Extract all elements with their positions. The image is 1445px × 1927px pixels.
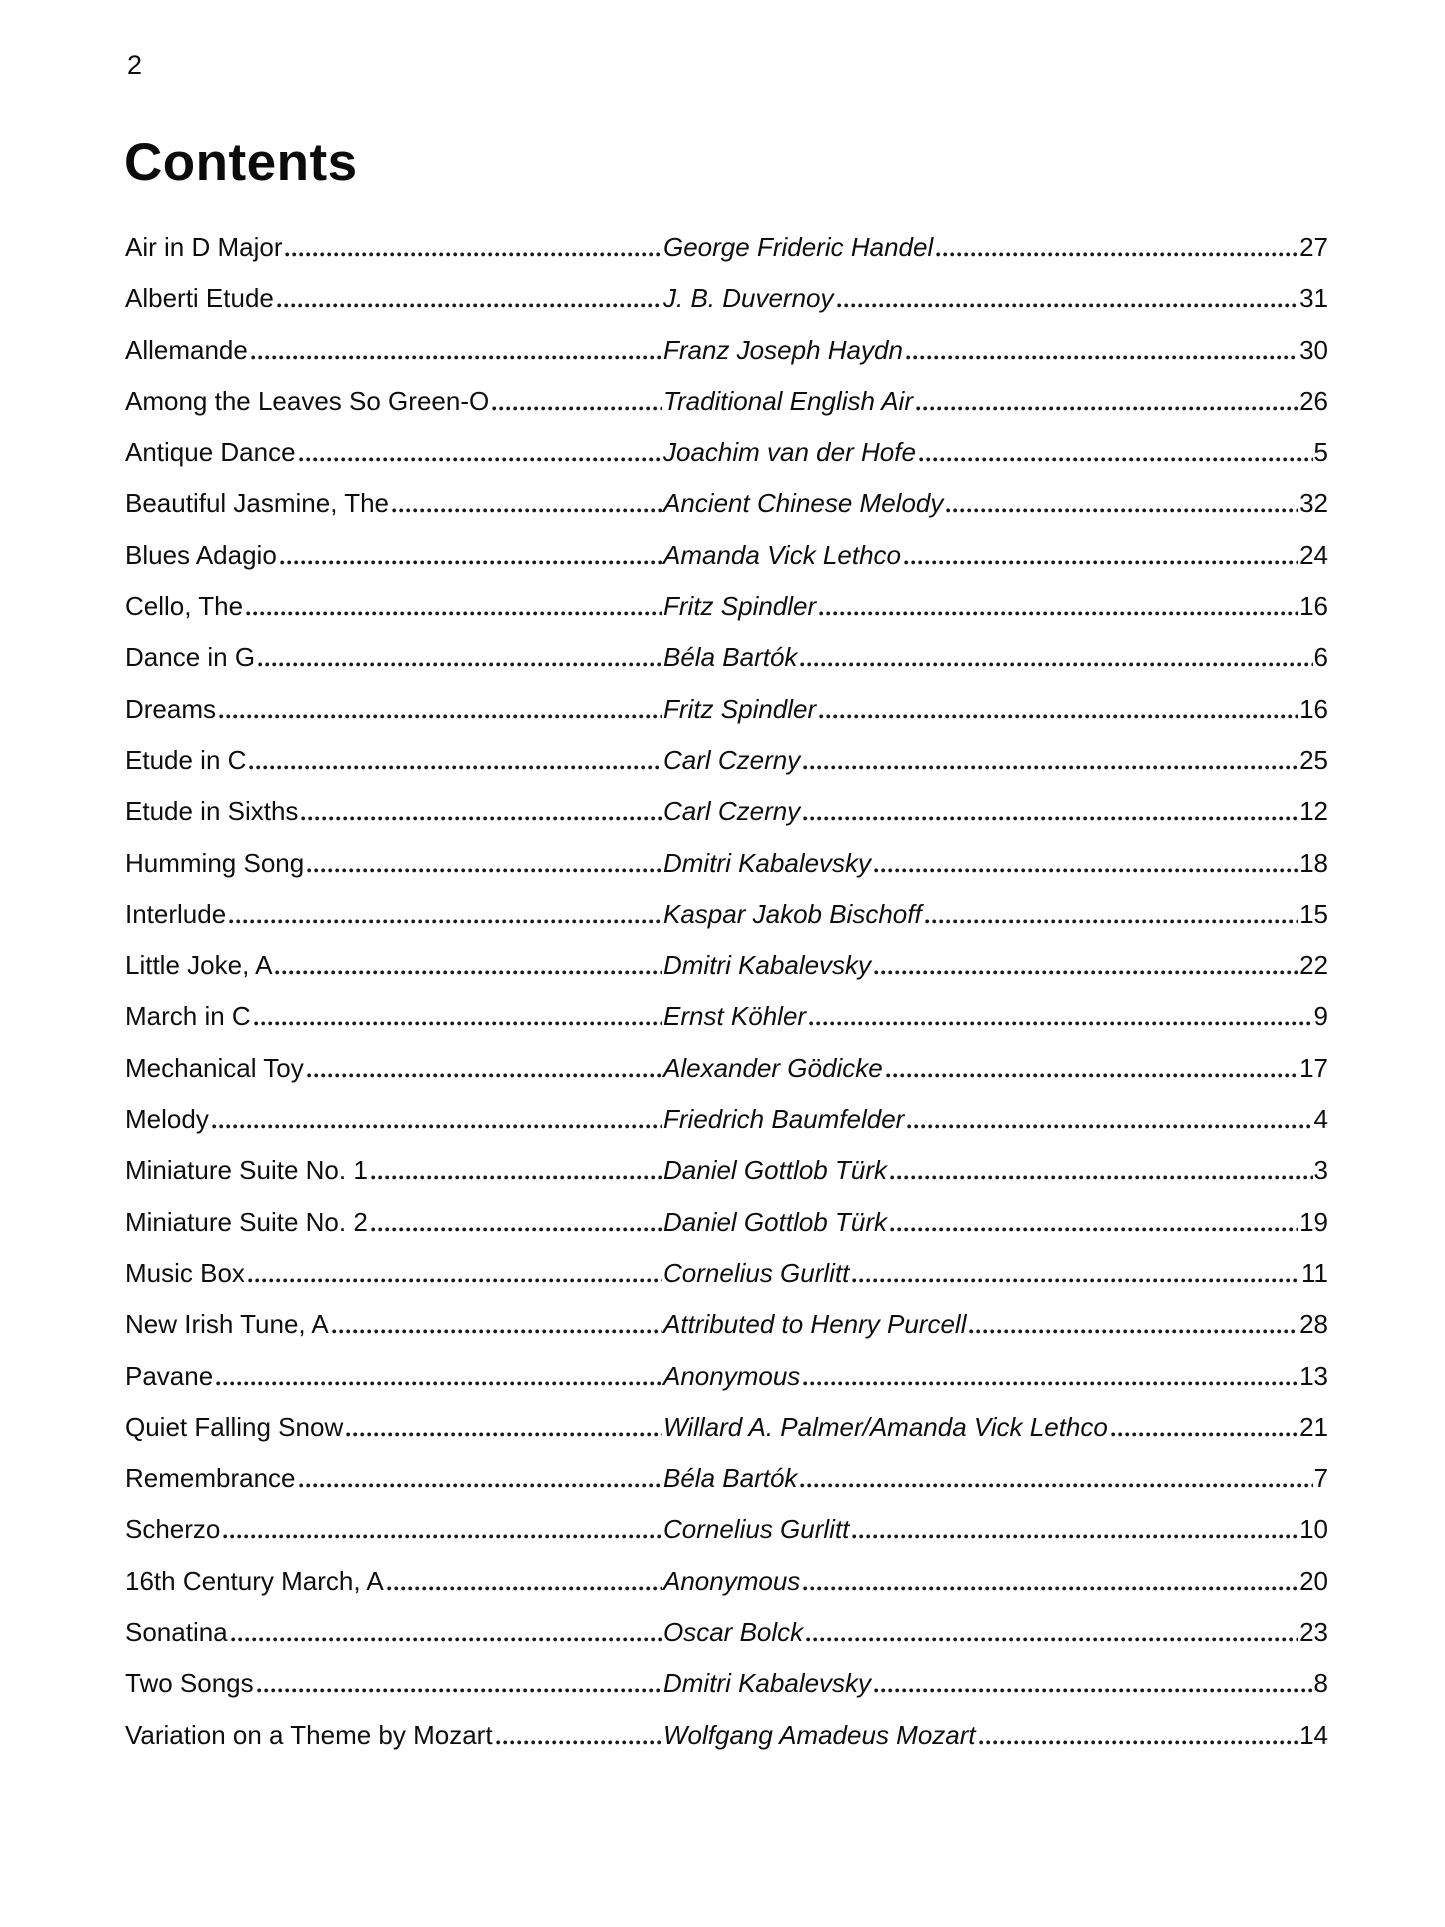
toc-title-cell (125, 1257, 663, 1288)
toc-title-cell (125, 744, 663, 775)
toc-composer-cell (663, 796, 1299, 827)
toc-entry (125, 1257, 1328, 1311)
toc-composer-cell (663, 539, 1299, 570)
dot-leader (800, 662, 1312, 667)
toc-title-cell (125, 283, 663, 314)
dot-leader (809, 1021, 1312, 1026)
page-ref: 28 (1299, 1309, 1328, 1340)
page-ref: 14 (1299, 1719, 1328, 1750)
toc-entry (125, 1719, 1328, 1773)
toc-entry (125, 1157, 1328, 1208)
page-ref: 4 (1313, 1104, 1328, 1135)
dot-leader (852, 1534, 1298, 1539)
toc-title-cell (125, 1463, 663, 1494)
dot-leader (852, 1278, 1300, 1283)
toc-entry (125, 385, 1328, 439)
dot-leader (907, 1124, 1312, 1129)
composer-name: Ernst Köhler (663, 1001, 807, 1032)
toc-composer-cell (663, 1463, 1314, 1494)
dot-leader (492, 406, 662, 411)
toc-composer-cell (663, 1617, 1299, 1648)
piece-title: 16th Century March, A (125, 1565, 384, 1596)
toc-composer-cell (663, 1514, 1299, 1545)
composer-name: Alexander Gödicke (663, 1052, 883, 1083)
piece-title: Cello, The (125, 591, 244, 622)
toc-title-cell (125, 1155, 663, 1186)
piece-title: Music Box (125, 1257, 245, 1288)
toc-entry (125, 644, 1328, 695)
dot-leader (299, 457, 662, 462)
dot-leader (246, 611, 662, 616)
toc-entry (125, 1003, 1328, 1054)
composer-name: Béla Bartók (663, 1463, 798, 1494)
toc-composer-cell (663, 744, 1299, 775)
composer-name: Willard A. Palmer/Amanda Vick Lethco (663, 1411, 1108, 1442)
dot-leader (916, 406, 1298, 411)
dot-leader (229, 919, 662, 924)
dot-leader (248, 1278, 662, 1283)
piece-title: Air in D Major (125, 232, 283, 262)
page-ref: 17 (1299, 1052, 1328, 1083)
page-ref: 24 (1299, 539, 1328, 570)
dot-leader (216, 1381, 662, 1386)
dot-leader (904, 560, 1298, 565)
toc-composer-cell (663, 283, 1299, 314)
page-ref: 32 (1299, 488, 1328, 519)
toc-composer-cell (663, 693, 1299, 724)
toc-composer-cell (663, 1411, 1299, 1442)
dot-leader (946, 508, 1298, 513)
toc-entry (125, 1106, 1328, 1157)
piece-title: Interlude (125, 898, 227, 929)
composer-name: George Frideric Handel (663, 232, 934, 262)
toc-composer-cell (663, 591, 1299, 622)
dot-leader (890, 1175, 1313, 1180)
dot-leader (874, 868, 1298, 873)
toc-composer-cell (663, 1206, 1299, 1237)
toc-title-cell (125, 591, 663, 622)
composer-name: Daniel Gottlob Türk (663, 1155, 887, 1186)
toc-title-cell (125, 1668, 663, 1699)
toc-composer-cell (663, 385, 1299, 416)
dot-leader (392, 508, 662, 513)
toc-entry (125, 693, 1328, 747)
toc-title-cell (125, 847, 663, 878)
toc-title-cell (125, 898, 663, 929)
piece-title: Miniature Suite No. 2 (125, 1206, 368, 1237)
toc-entry (125, 439, 1328, 490)
toc-title-cell (125, 234, 663, 260)
composer-name: Oscar Bolck (663, 1617, 804, 1648)
dot-leader (919, 457, 1313, 462)
piece-title: Sonatina (125, 1617, 228, 1648)
page-ref: 13 (1299, 1360, 1328, 1391)
dot-leader (249, 765, 662, 770)
composer-name: Wolfgang Amadeus Mozart (663, 1719, 976, 1750)
toc-entry (125, 1311, 1328, 1362)
toc-composer-cell (663, 1360, 1299, 1391)
piece-title: Pavane (125, 1360, 214, 1391)
piece-title: Variation on a Theme by Mozart (125, 1719, 493, 1750)
composer-name: Carl Czerny (663, 744, 801, 775)
toc-entry (125, 744, 1328, 798)
dot-leader (332, 1329, 662, 1334)
toc-title-cell (125, 488, 663, 519)
toc-composer-cell (663, 334, 1299, 365)
page-ref: 16 (1299, 591, 1328, 622)
piece-title: Etude in C (125, 744, 247, 775)
toc-entry (125, 1206, 1328, 1260)
page-number: 2 (127, 50, 143, 80)
piece-title: Alberti Etude (125, 283, 274, 314)
page-ref: 16 (1299, 693, 1328, 724)
piece-title: Allemande (125, 334, 248, 365)
page-ref: 12 (1299, 796, 1328, 827)
piece-title: Antique Dance (125, 437, 296, 468)
toc-composer-cell (663, 1719, 1299, 1750)
piece-title: Mechanical Toy (125, 1052, 304, 1083)
composer-name: Franz Joseph Haydn (663, 334, 903, 365)
toc-list (125, 234, 1328, 1773)
toc-composer-cell (663, 1309, 1299, 1340)
dot-leader (299, 1483, 662, 1488)
composer-name: Cornelius Gurlitt (663, 1257, 850, 1288)
piece-title: Beautiful Jasmine, The (125, 488, 389, 519)
toc-entry (125, 1619, 1328, 1670)
page-ref: 5 (1313, 437, 1328, 468)
toc-composer-cell (663, 1155, 1314, 1186)
dot-leader (387, 1586, 662, 1591)
dot-leader (874, 1688, 1312, 1693)
dot-leader (906, 355, 1298, 360)
piece-title: Two Songs (125, 1668, 254, 1699)
toc-title-cell (125, 1719, 663, 1750)
toc-composer-cell (663, 488, 1299, 519)
composer-name: J. B. Duvernoy (663, 283, 834, 314)
toc-composer-cell (663, 437, 1314, 468)
toc-title-cell (125, 1360, 663, 1391)
page-ref: 18 (1299, 847, 1328, 878)
page-ref: 26 (1299, 385, 1328, 416)
dot-leader (280, 560, 662, 565)
composer-name: Carl Czerny (663, 796, 801, 827)
toc-entry (125, 1052, 1328, 1106)
page-title: Contents (124, 133, 358, 192)
dot-leader (803, 816, 1298, 821)
page-ref: 22 (1299, 950, 1328, 981)
toc-entry (125, 334, 1328, 388)
toc-entry (125, 1516, 1328, 1567)
dot-leader (275, 970, 662, 975)
piece-title: Little Joke, A (125, 950, 273, 981)
toc-title-cell (125, 437, 663, 468)
dot-leader (496, 1740, 662, 1745)
toc-entry (125, 593, 1328, 644)
dot-leader (806, 1637, 1298, 1642)
toc-title-cell (125, 1565, 663, 1596)
toc-title-cell (125, 539, 663, 570)
page-ref: 31 (1299, 283, 1328, 314)
composer-name: Kaspar Jakob Bischoff (663, 898, 922, 929)
composer-name: Dmitri Kabalevsky (663, 1668, 872, 1699)
dot-leader (874, 970, 1298, 975)
dot-leader (231, 1637, 662, 1642)
dot-leader (212, 1124, 662, 1129)
dot-leader (277, 303, 662, 308)
dot-leader (371, 1227, 662, 1232)
page-ref: 19 (1299, 1206, 1328, 1237)
piece-title: Dreams (125, 693, 217, 724)
composer-name: Fritz Spindler (663, 693, 817, 724)
composer-name: Friedrich Baumfelder (663, 1104, 905, 1135)
toc-title-cell (125, 1617, 663, 1648)
page-ref: 21 (1299, 1411, 1328, 1442)
toc-title-cell (125, 1309, 663, 1340)
piece-title: Scherzo (125, 1514, 221, 1545)
dot-leader (936, 252, 1298, 257)
toc-composer-cell (663, 1668, 1314, 1699)
dot-leader (803, 1586, 1298, 1591)
piece-title: Miniature Suite No. 1 (125, 1155, 368, 1186)
toc-title-cell (125, 334, 663, 365)
toc-entry (125, 847, 1328, 901)
page-ref: 23 (1299, 1617, 1328, 1648)
toc-entry (125, 234, 1328, 285)
toc-entry (125, 490, 1328, 541)
piece-title: Among the Leaves So Green-O (125, 385, 490, 416)
dot-leader (890, 1227, 1298, 1232)
toc-composer-cell (663, 847, 1299, 878)
composer-name: Ancient Chinese Melody (663, 488, 944, 519)
composer-name: Joachim van der Hofe (663, 437, 916, 468)
toc-entry (125, 898, 1328, 952)
toc-title-cell (125, 1514, 663, 1545)
piece-title: Blues Adagio (125, 539, 277, 570)
toc-title-cell (125, 950, 663, 981)
toc-entry (125, 1360, 1328, 1414)
page-ref: 7 (1313, 1463, 1328, 1494)
toc-title-cell (125, 642, 663, 673)
dot-leader (258, 662, 662, 667)
dot-leader (285, 252, 662, 257)
dot-leader (371, 1175, 662, 1180)
toc-title-cell (125, 1052, 663, 1083)
dot-leader (301, 816, 662, 821)
dot-leader (803, 765, 1298, 770)
dot-leader (819, 714, 1298, 719)
composer-name: Béla Bartók (663, 642, 798, 673)
composer-name: Dmitri Kabalevsky (663, 950, 872, 981)
piece-title: Dance in G (125, 642, 256, 673)
toc-composer-cell (663, 1104, 1314, 1135)
composer-name: Traditional English Air (663, 385, 913, 416)
composer-name: Amanda Vick Lethco (663, 539, 901, 570)
page-ref: 15 (1299, 898, 1328, 929)
toc-composer-cell (663, 898, 1299, 929)
toc-entry (125, 952, 1328, 1003)
dot-leader (969, 1329, 1298, 1334)
page-ref: 3 (1313, 1155, 1328, 1186)
composer-name: Attributed to Henry Purcell (663, 1309, 967, 1340)
dot-leader (307, 1073, 662, 1078)
composer-name: Dmitri Kabalevsky (663, 847, 872, 878)
dot-leader (251, 355, 662, 360)
piece-title: Etude in Sixths (125, 796, 299, 827)
toc-composer-cell (663, 642, 1314, 673)
page-ref: 11 (1301, 1257, 1328, 1288)
toc-entry (125, 798, 1328, 849)
toc-composer-cell (663, 234, 1299, 260)
toc-composer-cell (663, 1257, 1301, 1288)
toc-title-cell (125, 1104, 663, 1135)
page-ref: 27 (1299, 232, 1328, 262)
piece-title: Humming Song (125, 847, 305, 878)
toc-entry (125, 1565, 1328, 1619)
page-ref: 30 (1299, 334, 1328, 365)
dot-leader (1111, 1432, 1298, 1437)
toc-title-cell (125, 385, 663, 416)
dot-leader (837, 303, 1299, 308)
page-ref: 20 (1299, 1565, 1328, 1596)
toc-entry (125, 1670, 1328, 1721)
toc-composer-cell (663, 1001, 1314, 1032)
composer-name: Anonymous (663, 1565, 801, 1596)
composer-name: Cornelius Gurlitt (663, 1514, 850, 1545)
piece-title: Melody (125, 1104, 209, 1135)
toc-entry (125, 285, 1328, 336)
page-ref: 10 (1299, 1514, 1328, 1545)
toc-entry (125, 539, 1328, 593)
piece-title: March in C (125, 1001, 251, 1032)
toc-title-cell (125, 796, 663, 827)
toc-title-cell (125, 1001, 663, 1032)
piece-title: Remembrance (125, 1463, 296, 1494)
toc-composer-cell (663, 950, 1299, 981)
page-ref: 25 (1299, 744, 1328, 775)
toc-entry (125, 1465, 1328, 1516)
dot-leader (979, 1740, 1298, 1745)
dot-leader (223, 1534, 662, 1539)
dot-leader (219, 714, 662, 719)
piece-title: New Irish Tune, A (125, 1309, 329, 1340)
toc-title-cell (125, 693, 663, 724)
dot-leader (257, 1688, 662, 1693)
piece-title: Quiet Falling Snow (125, 1411, 344, 1442)
toc-composer-cell (663, 1565, 1299, 1596)
dot-leader (886, 1073, 1298, 1078)
composer-name: Daniel Gottlob Türk (663, 1206, 887, 1237)
toc-title-cell (125, 1411, 663, 1442)
dot-leader (803, 1381, 1298, 1386)
page-ref: 9 (1313, 1001, 1328, 1032)
page-ref: 6 (1313, 642, 1328, 673)
toc-composer-cell (663, 1052, 1299, 1083)
dot-leader (254, 1021, 662, 1026)
dot-leader (346, 1432, 662, 1437)
toc-title-cell (125, 1206, 663, 1237)
toc-entry (125, 1411, 1328, 1465)
composer-name: Anonymous (663, 1360, 801, 1391)
dot-leader (800, 1483, 1312, 1488)
composer-name: Fritz Spindler (663, 591, 817, 622)
dot-leader (925, 919, 1298, 924)
dot-leader (819, 611, 1298, 616)
page-ref: 8 (1313, 1668, 1328, 1699)
dot-leader (307, 868, 662, 873)
